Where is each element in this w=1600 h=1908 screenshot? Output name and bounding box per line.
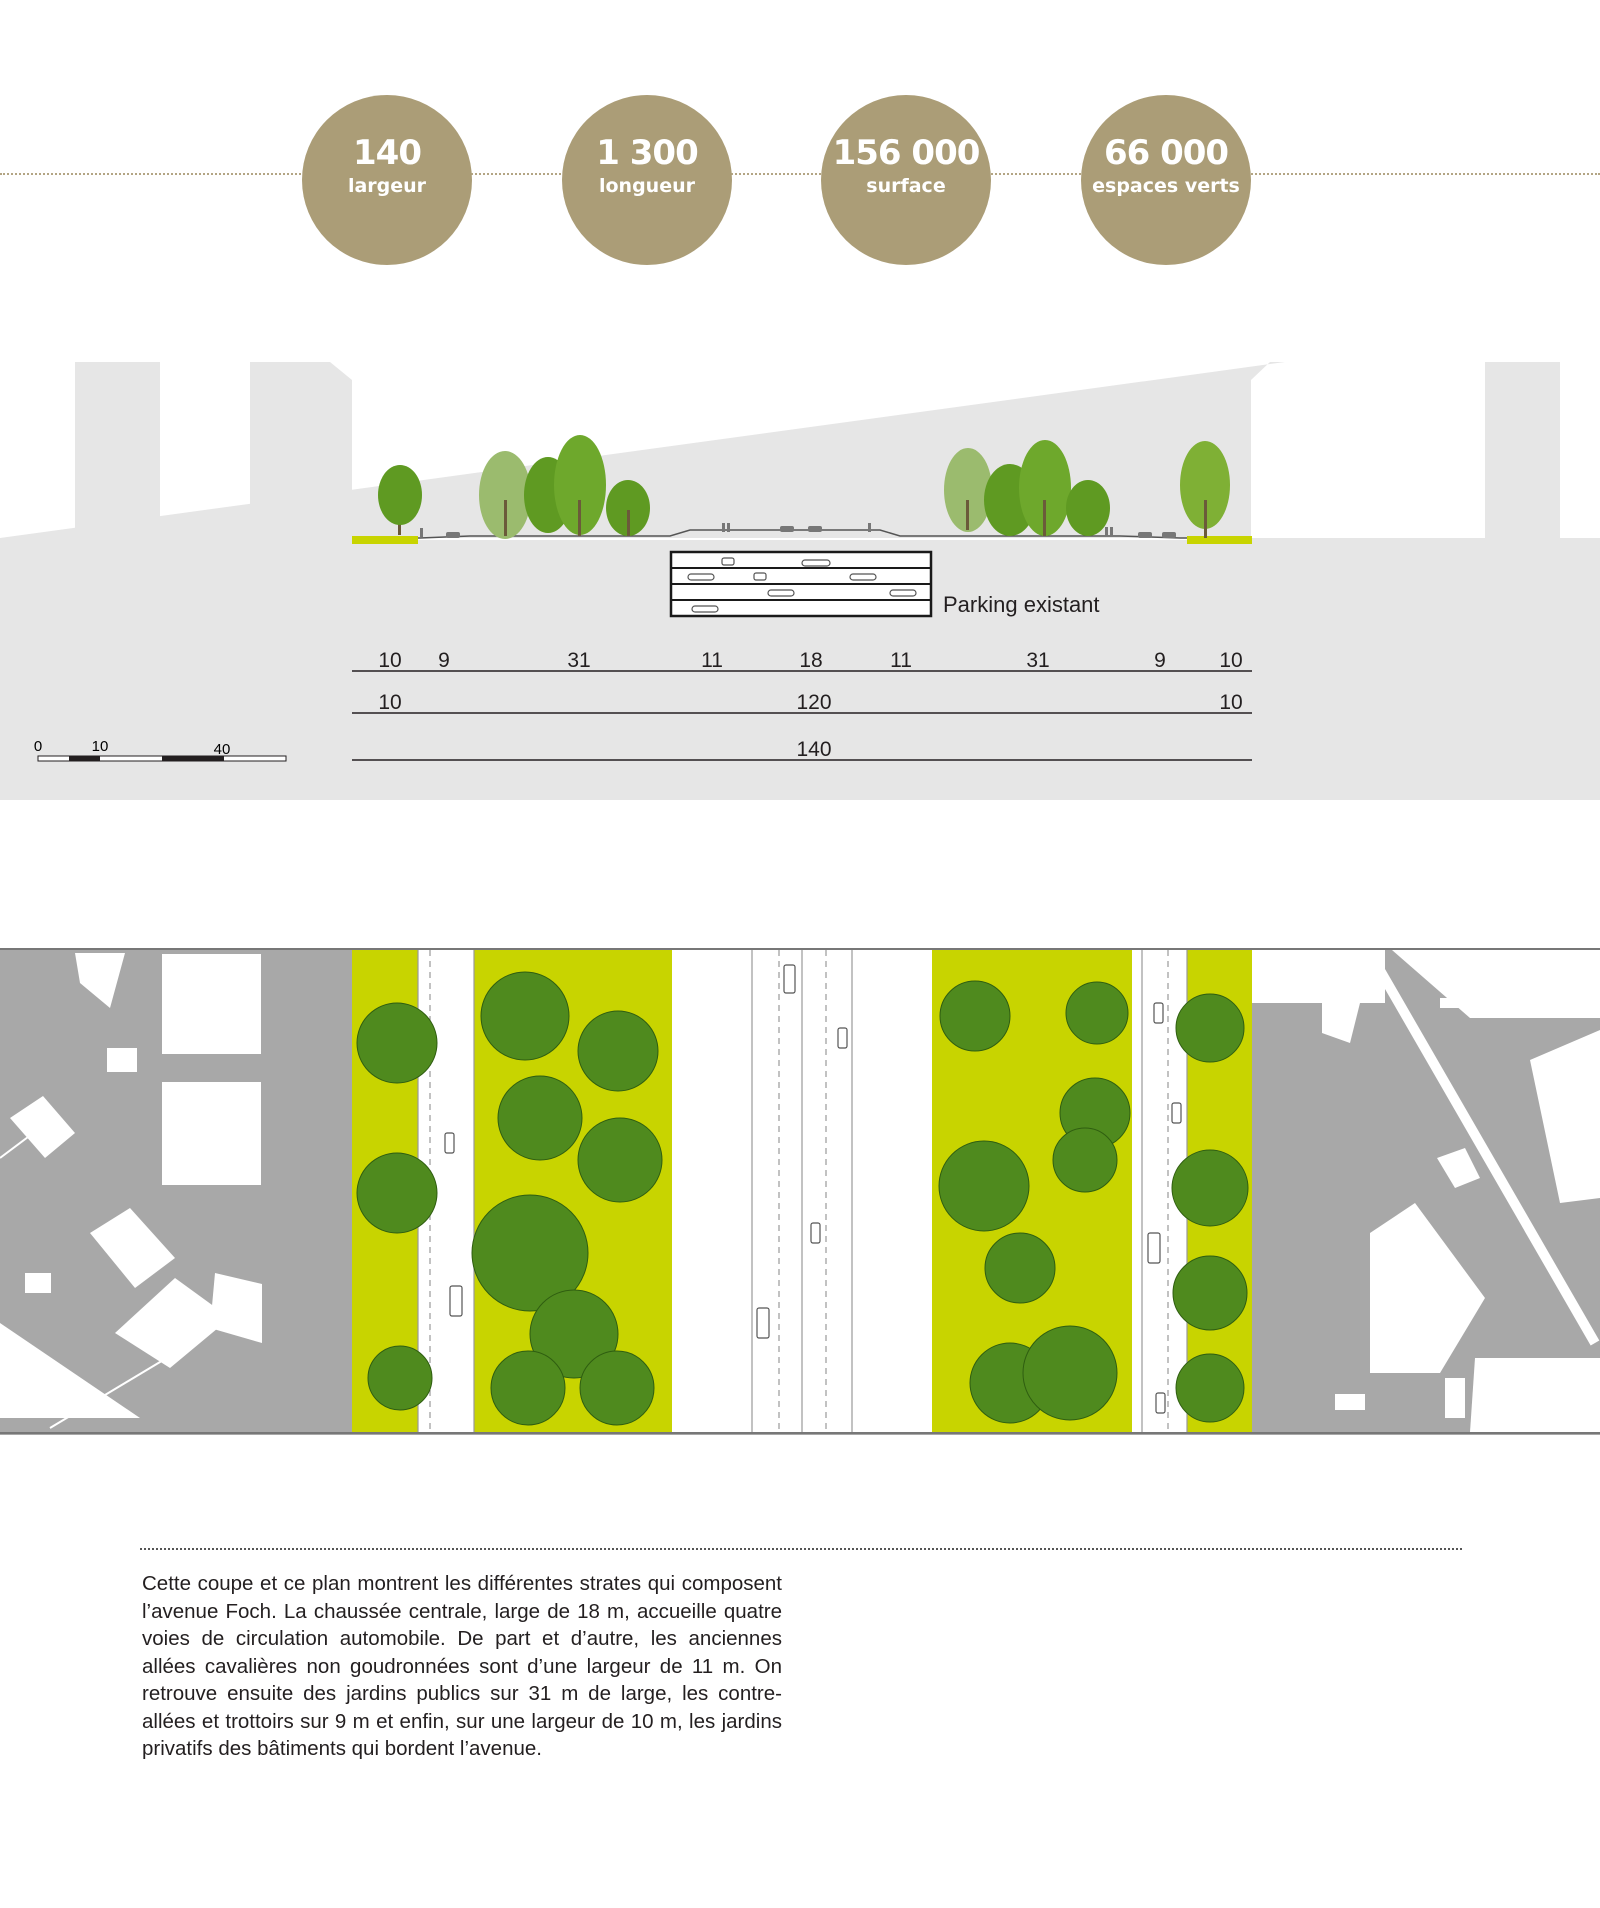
cross-section-diagram [0,360,1600,800]
parking-label: Parking existant [943,592,1100,617]
scale-label-40: 40 [213,741,231,758]
stat-green-value: 66 000 [1103,133,1229,173]
stat-length-circle [562,95,732,265]
stat-green-label: espaces verts [1092,175,1240,197]
dim-central-roadway: 18 [799,649,823,672]
dim-sidewalk-right: 9 [1154,649,1166,672]
dim-public-space-total: 120 [796,691,832,714]
dim-public-garden-right: 31 [1026,649,1050,672]
section-private-garden-right [1187,536,1252,544]
dim-public-garden-left: 31 [567,649,591,672]
dim-private-left-total: 10 [378,691,402,714]
parking-structure [671,552,931,616]
stat-surface-label: surface [866,175,946,197]
caption-dotted-rule [140,1548,1462,1550]
stats-dotted-rule [0,173,1600,175]
section-private-garden-left [352,536,418,544]
scale-label-10: 10 [91,738,109,755]
scale-label-0: 0 [33,738,43,755]
stat-surface-value: 156 000 [832,133,980,173]
dim-bridle-path-left: 11 [701,649,723,672]
plan-view-diagram [0,948,1600,1435]
dim-private-right-total: 10 [1219,691,1243,714]
stat-width-value: 140 [353,133,421,173]
stat-green-circle [1081,95,1251,265]
dim-private-garden-left: 10 [378,649,402,672]
stat-length-value: 1 300 [596,133,698,173]
dim-sidewalk-left: 9 [438,649,450,672]
dim-overall-width: 140 [796,738,832,761]
caption-text: Cette coupe et ce plan montrent les différentes strates qui composent l’avenue Foch. La chaussée centrale, large de 18 m, accueille quatre voies de circulation automobile. De part et d’autre, les anciennes allées cavalières non goudronnées sont d’une largeur de 11 m. On retrouve ensuite des jardins publics sur 31 m de large, les contre-allées et trottoirs sur 9 m et enfin, sur une largeur de 10 m, les jardins privatifs des bâtiments qui bordent l’avenue. [142,1572,782,1760]
stat-width-label: largeur [347,175,427,197]
dim-private-garden-right: 10 [1219,649,1243,672]
stat-width-circle [302,95,472,265]
dim-bridle-path-right: 11 [890,649,912,672]
stat-surface-circle [821,95,991,265]
stat-length-label: longueur [598,175,695,197]
